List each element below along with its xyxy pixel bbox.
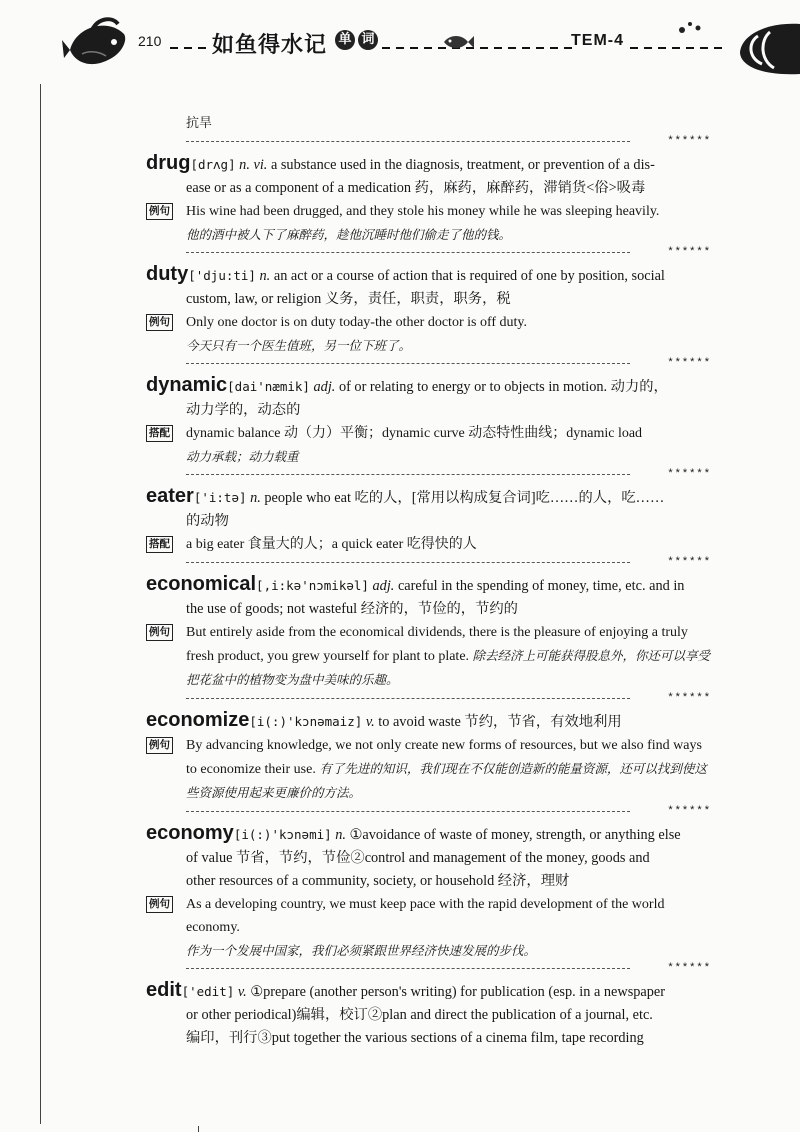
entry-duty <box>146 263 716 357</box>
definition-line: other resources of a community, society, or household 经济，理财 <box>186 873 570 889</box>
example-chinese: 除去经济上可能获得股息外，你还可以享受把花盆中的植物变为盘中美味的乐趣。 <box>186 648 711 687</box>
fish-emblem-left-icon <box>62 10 134 76</box>
fish-emblem-right-icon <box>718 14 800 84</box>
title-circle-char-2: 词 <box>358 30 378 50</box>
part-of-speech: adj. <box>372 578 395 594</box>
collocation-line: 动力承载；动力载重 <box>186 449 299 464</box>
part-of-speech: n. vi. <box>239 157 268 173</box>
definition-line: or other periodical)编辑，校订②plan and direct the publication of a journal, etc. <box>186 1007 653 1023</box>
example-chinese: 他的酒中被人下了麻醉药，趁他沉睡时他们偷走了他的钱。 <box>186 227 512 242</box>
entry-separator: ****** <box>186 468 712 482</box>
dictionary-content <box>146 112 716 1050</box>
part-of-speech: v. <box>365 714 375 730</box>
definition-line: custom, law, or religion 义务，责任，职责，职务，税 <box>186 291 511 307</box>
part-of-speech: n. <box>259 268 271 284</box>
title-circle-char-1: 单 <box>335 30 355 50</box>
entry-separator: ****** <box>186 135 712 149</box>
entry-separator: ****** <box>186 962 712 976</box>
part-of-speech: v. <box>237 984 247 1000</box>
headword: economize <box>146 709 250 731</box>
example-english: By advancing knowledge, we not only create new forms of resources, but we also find ways to economize their use. <box>186 738 702 777</box>
example-tag: 例句 <box>146 624 173 641</box>
entry-dynamic <box>146 374 716 468</box>
headword: drug <box>146 152 191 174</box>
example-tag: 例句 <box>146 203 173 220</box>
headword: dynamic <box>146 374 228 396</box>
phonetic: [i(:)'kɔnəmi] <box>233 827 332 842</box>
definition-line: 动力学的，动态的 <box>186 402 301 418</box>
bottom-tick-mark <box>198 1126 199 1132</box>
entry-separator: ****** <box>186 357 712 371</box>
example-block <box>146 734 716 805</box>
example-block <box>146 893 716 962</box>
definition-line: to avoid waste 节约，节省，有效地利用 <box>378 714 622 730</box>
page-header <box>0 0 800 90</box>
collocation-line: dynamic balance 动（力）平衡；dynamic curve 动态特性曲线；dynamic load <box>186 426 643 441</box>
entry-separator: ****** <box>186 692 712 706</box>
splash-ornament-icon <box>676 16 704 38</box>
entry-separator: ****** <box>186 246 712 260</box>
phonetic: ['i:tə] <box>193 490 247 505</box>
definition-line: an act or a course of action that is required of one by position, social <box>273 268 665 284</box>
header-rule-left <box>170 46 212 50</box>
part-of-speech: n. <box>335 827 346 843</box>
page-number: 210 <box>138 33 162 49</box>
headword: economical <box>146 573 257 595</box>
example-tag: 例句 <box>146 314 173 331</box>
headword: duty <box>146 263 189 285</box>
collocation-line: a big eater 食量大的人；a quick eater 吃得快的人 <box>186 537 477 552</box>
example-tag: 例句 <box>146 896 173 913</box>
small-fish-icon <box>440 32 474 52</box>
example-block <box>146 621 716 692</box>
collocation-tag: 搭配 <box>146 425 173 442</box>
exam-tag: TEM-4 <box>571 32 624 49</box>
phonetic: [drʌg] <box>190 157 236 172</box>
entry-economize <box>146 709 716 805</box>
headword: eater <box>146 485 194 507</box>
carryover-text: 抗旱 <box>186 116 213 131</box>
phonetic: ['edit] <box>181 984 235 999</box>
example-chinese: 今天只有一个医生值班，另一位下班了。 <box>186 338 412 353</box>
headword: economy <box>146 822 234 844</box>
part-of-speech: adj. <box>313 379 336 395</box>
header-rule-mid <box>382 46 572 50</box>
phonetic: [i(:)'kɔnəmaiz] <box>249 714 363 729</box>
part-of-speech: n. <box>250 490 261 506</box>
entry-eater <box>146 485 716 556</box>
example-english: As a developing country, we must keep pace with the rapid development of the world economy. <box>186 897 665 935</box>
example-block <box>146 200 716 246</box>
example-english: But entirely aside from the economical dividends, there is the pleasure of enjoying a truly fresh product, you grew yourself for plant to plate. <box>186 625 688 664</box>
example-block <box>146 311 716 357</box>
entry-drug <box>146 152 716 246</box>
definition-line: ①avoidance of waste of money, strength, or anything else <box>349 827 681 843</box>
phonetic: [,i:kə'nɔmikəl] <box>256 578 369 593</box>
entry-economy <box>146 822 716 962</box>
phonetic: ['dju:ti] <box>188 268 256 283</box>
definition-line: of value 节省，节约，节俭②control and management of the money, goods and <box>186 850 650 866</box>
entry-separator: ****** <box>186 805 712 819</box>
collocation-tag: 搭配 <box>146 536 173 553</box>
collocation-block <box>146 533 716 556</box>
entry-economical <box>146 573 716 692</box>
definition-line: 编印，刊行③put together the various sections of a cinema film, tape recording <box>186 1030 644 1046</box>
entry-edit <box>146 979 716 1050</box>
example-tag: 例句 <box>146 737 173 754</box>
definition-line: the use of goods; not wasteful 经济的，节俭的，节约的 <box>186 601 518 617</box>
header-rule-right <box>630 46 722 50</box>
entry-separator: ****** <box>186 556 712 570</box>
headword: edit <box>146 979 182 1001</box>
margin-rule <box>40 84 41 1124</box>
example-chinese: 作为一个发展中国家，我们必须紧跟世界经济快速发展的步伐。 <box>186 943 537 958</box>
example-english: His wine had been drugged, and they stole his money while he was sleeping heavily. <box>186 204 660 219</box>
definition-line: people who eat 吃的人，[常用以构成复合词]吃……的人，吃…… <box>264 490 665 506</box>
collocation-block <box>146 422 716 468</box>
book-title: 如鱼得水记 <box>212 33 328 58</box>
example-english: Only one doctor is on duty today-the other doctor is off duty. <box>186 315 527 330</box>
definition-line: ease or as a component of a medication 药，麻药，麻醉药，滞销货<俗>吸毒 <box>186 180 646 196</box>
phonetic: [dai'næmik] <box>227 379 310 394</box>
definition-line: a substance used in the diagnosis, treatment, or prevention of a dis- <box>270 157 655 173</box>
definition-line: ①prepare (another person's writing) for publication (esp. in a newspaper <box>250 984 666 1000</box>
definition-line: 的动物 <box>186 513 229 529</box>
definition-line: of or relating to energy or to objects in motion. 动力的， <box>338 379 668 395</box>
definition-line: careful in the spending of money, time, etc. and in <box>397 578 685 594</box>
example-chinese: 有了先进的知识，我们现在不仅能创造新的能量资源，还可以找到使这些资源使用起来更廉价的方法。 <box>186 761 707 800</box>
